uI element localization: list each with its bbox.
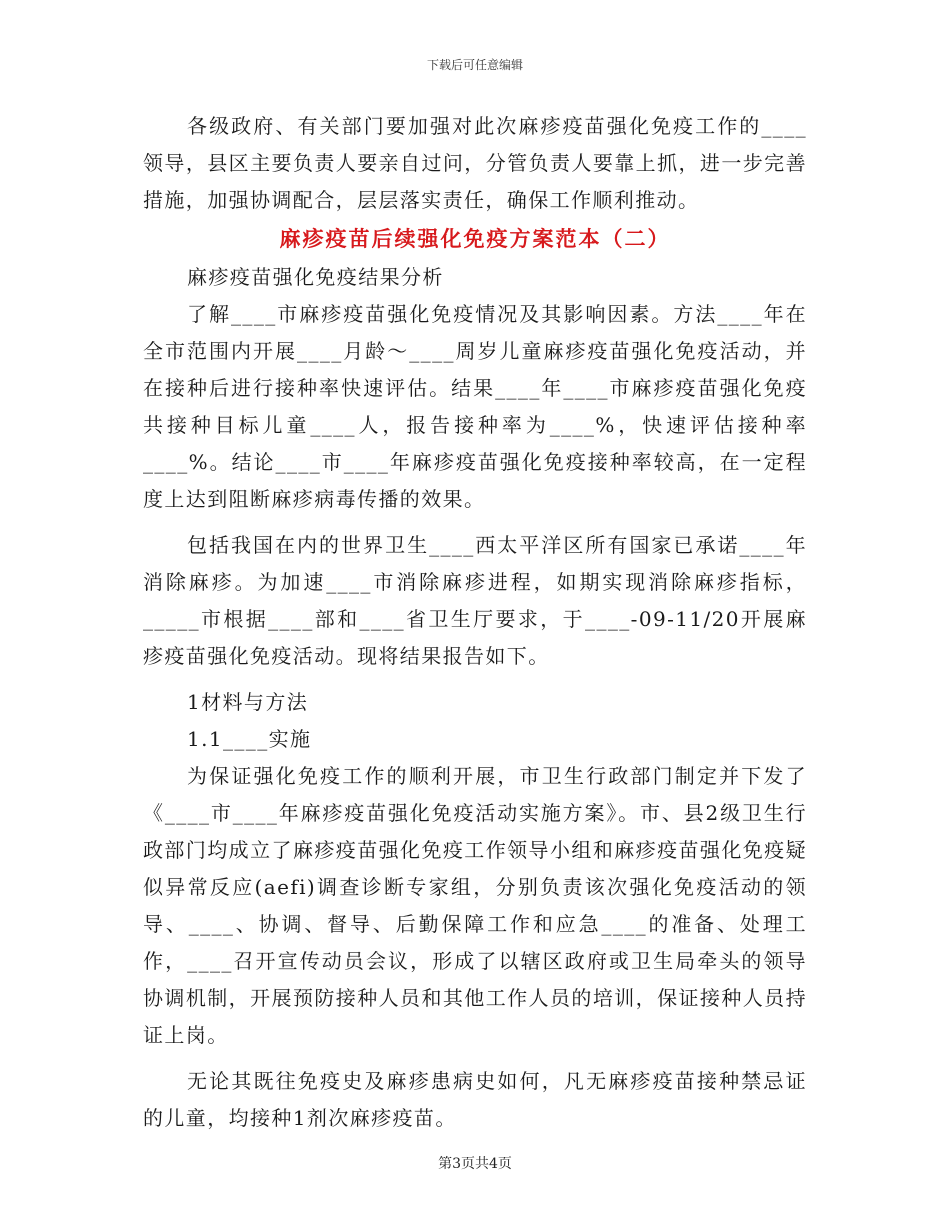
- page-header-note: 下载后可任意编辑: [426, 58, 523, 72]
- heading-implementation: 1.1____实施: [187, 727, 312, 751]
- paragraph-abstract: 了解____市麻疹疫苗强化免疫情况及其影响因素。方法____年在全市范围内开展____月龄～____周岁儿童麻疹疫苗强化免疫活动，并在接种后进行接种率快速评估。结果____年____市麻疹疫苗强化免疫共接种目标儿童____人，报告接种率为____%，快速评估接种率____%。结论____市____年麻疹疫苗强化免疫接种率较高，在一定程度上达到阻断麻疹病毒传播的效果。: [143, 302, 807, 511]
- document-body: [143, 108, 807, 1137]
- subtitle: 麻疹疫苗强化免疫结果分析: [187, 265, 444, 289]
- paragraph-implementation: 为保证强化免疫工作的顺利开展，市卫生行政部门制定并下发了《____市____年麻疹疫苗强化免疫活动实施方案》。市、县2级卫生行政部门均成立了麻疹疫苗强化免疫工作领导小组和麻疹疫苗强化免疫疑似异常反应(aefi)调查诊断专家组，分别负责该次强化免疫活动的领导、____、协调、督导、后勤保障工作和应急____的准备、处理工作，____召开宣传动员会议，形成了以辖区政府或卫生局牵头的领导协调机制，开展预防接种人员和其他工作人员的培训，保证接种人员持证上岗。: [143, 764, 807, 1047]
- paragraph-vaccination: 无论其既往免疫史及麻疹患病史如何，凡无麻疹疫苗接种禁忌证的儿童，均接种1剂次麻疹疫苗。: [143, 1069, 807, 1130]
- paragraph-intro: 各级政府、有关部门要加强对此次麻疹疫苗强化免疫工作的____领导，县区主要负责人要亲自过问，分管负责人要靠上抓，进一步完善措施，加强协调配合，层层落实责任，确保工作顺利推动。: [143, 114, 807, 212]
- page-number: 第3页共4页: [438, 1156, 512, 1172]
- section-title: 麻疹疫苗后续强化免疫方案范本（二）: [279, 226, 671, 251]
- heading-materials-methods: 1材料与方法: [187, 690, 309, 714]
- paragraph-background: 包括我国在内的世界卫生____西太平洋区所有国家已承诺____年消除麻疹。为加速____市消除麻疹进程，如期实现消除麻疹指标，_____市根据____部和____省卫生厅要求，于____-09-11/20开展麻疹疫苗强化免疫活动。现将结果报告如下。: [143, 533, 807, 668]
